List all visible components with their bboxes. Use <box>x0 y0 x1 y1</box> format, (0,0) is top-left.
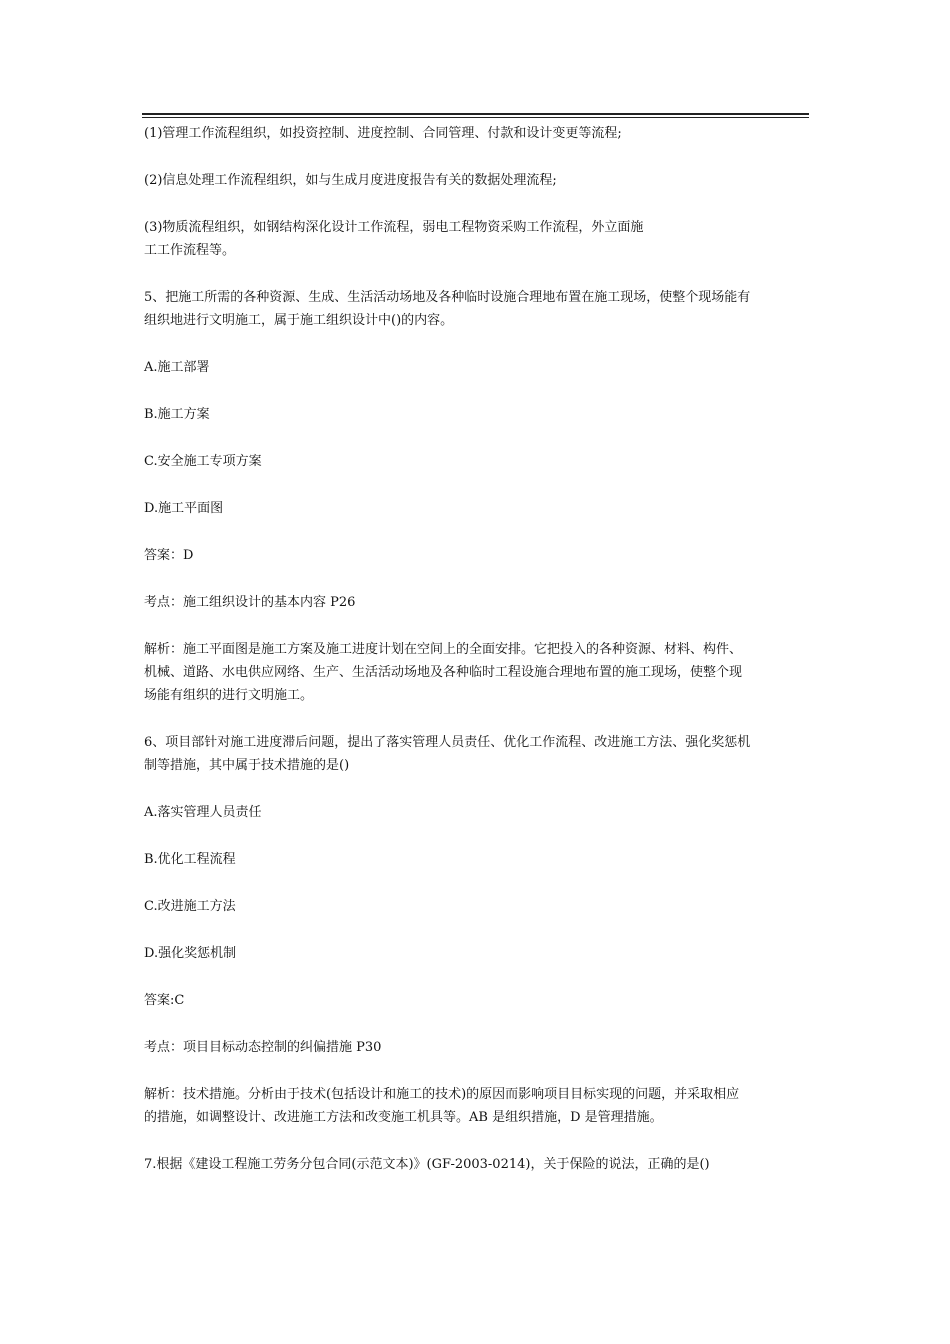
paragraph-flow-1: (1)管理工作流程组织，如投资控制、进度控制、合同管理、付款和设计变更等流程; <box>144 126 622 141</box>
question-5-explanation-line3: 场能有组织的进行文明施工。 <box>144 688 314 703</box>
question-5-explanation-line2: 机械、道路、水电供应网络、生产、生活活动场地及各种临时工程设施合理地布置的施工现场，使整个现 <box>144 665 743 680</box>
question-5-explanation-line1: 解析：施工平面图是施工方案及施工进度计划在空间上的全面安排。它把投入的各种资源、材料、构件、 <box>144 642 743 657</box>
question-6-line1: 6、项目部针对施工进度滞后问题，提出了落实管理人员责任、优化工作流程、改进施工方法、强化奖惩机 <box>144 735 751 750</box>
question-5-line1: 5、把施工所需的各种资源、生成、生活活动场地及各种临时设施合理地布置在施工现场，使整个现场能有 <box>144 290 751 305</box>
question-5-option-b: B.施工方案 <box>144 407 210 422</box>
document-body <box>144 122 814 1176</box>
question-5-option-c: C.安全施工专项方案 <box>144 454 262 469</box>
question-6-explanation-line2: 的措施，如调整设计、改进施工方法和改变施工机具等。AB 是组织措施，D 是管理措施。 <box>144 1110 663 1125</box>
question-6-explanation-line1: 解析：技术措施。分析由于技术(包括设计和施工的技术)的原因而影响项目目标实现的问题，并采取相应 <box>144 1087 740 1102</box>
question-6-line2: 制等措施，其中属于技术措施的是() <box>144 758 350 773</box>
question-5-line2: 组织地进行文明施工，属于施工组织设计中()的内容。 <box>144 313 454 328</box>
header-rule-thin <box>142 117 809 118</box>
header-rule-thick <box>142 113 809 115</box>
paragraph-flow-3-line2: 工工作流程等。 <box>144 243 236 258</box>
question-6-option-d: D.强化奖惩机制 <box>144 946 237 961</box>
question-6-option-a: A.落实管理人员责任 <box>144 805 262 820</box>
question-7-line1: 7.根据《建设工程施工劳务分包合同(示范文本)》(GF-2003-0214)，关于保险的说法，正确的是() <box>144 1157 710 1172</box>
question-6-key-point: 考点：项目目标动态控制的纠偏措施 P30 <box>144 1040 382 1055</box>
question-6-option-b: B.优化工程流程 <box>144 852 236 867</box>
question-5-option-d: D.施工平面图 <box>144 501 224 516</box>
question-6-answer: 答案:C <box>144 993 185 1008</box>
question-5-option-a: A.施工部署 <box>144 360 210 375</box>
question-6-option-c: C.改进施工方法 <box>144 899 236 914</box>
question-5-key-point: 考点：施工组织设计的基本内容 P26 <box>144 595 356 610</box>
paragraph-flow-2: (2)信息处理工作流程组织，如与生成月度进度报告有关的数据处理流程; <box>144 173 557 188</box>
paragraph-flow-3-line1: (3)物质流程组织，如钢结构深化设计工作流程，弱电工程物资采购工作流程，外立面施 <box>144 220 644 235</box>
question-5-answer: 答案：D <box>144 548 194 563</box>
